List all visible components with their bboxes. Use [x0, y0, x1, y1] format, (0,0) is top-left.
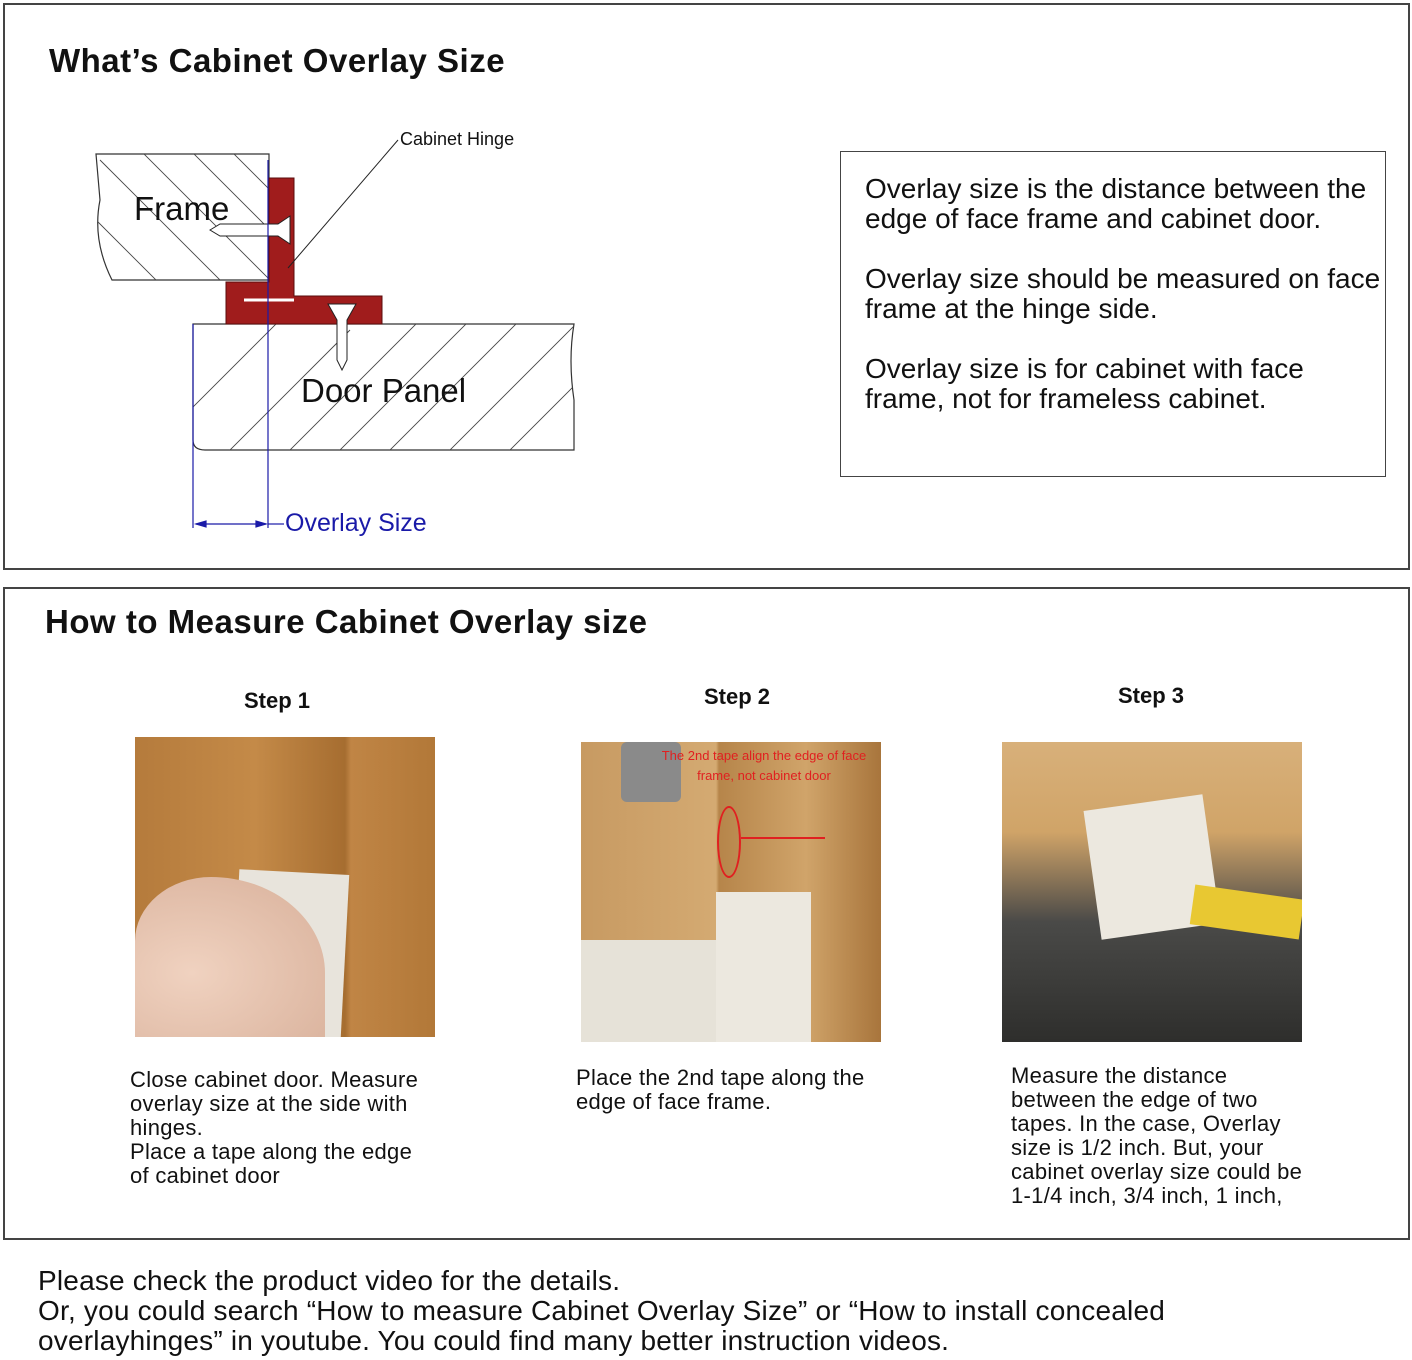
caption-line: cabinet overlay size could be [1011, 1159, 1303, 1184]
caption-line: tapes. In the case, Overlay [1011, 1111, 1281, 1136]
step3-caption [1011, 1064, 1302, 1208]
step3-photo [1002, 742, 1302, 1042]
caption-line: overlay size at the side with [130, 1091, 408, 1116]
note-1: Overlay size is the distance between the edge of face frame and cabinet door. [865, 173, 1367, 234]
section1-title: What’s Cabinet Overlay Size [49, 42, 506, 79]
caption-line: Close cabinet door. Measure [130, 1067, 419, 1092]
footer-note [38, 1266, 1165, 1356]
footer-line: Please check the product video for the details. [38, 1265, 621, 1296]
step3-label: Step 3 [1118, 683, 1185, 708]
caption-line: Place a tape along the edge [130, 1139, 413, 1164]
label-frame: Frame [134, 190, 230, 227]
note-3: Overlay size is for cabinet with face frame, not for frameless cabinet. [865, 353, 1304, 414]
step1-label: Step 1 [244, 688, 311, 713]
step2-photo [581, 742, 881, 1042]
caption-line: size is 1/2 inch. But, your [1011, 1135, 1264, 1160]
note-2: Overlay size should be measured on face frame at the hinge side. [865, 263, 1381, 324]
caption-line: of cabinet door [130, 1163, 281, 1188]
label-cabinet-hinge: Cabinet Hinge [400, 129, 515, 149]
caption-line: Measure the distance [1011, 1063, 1228, 1088]
step1-photo [135, 737, 435, 1037]
overlay-diagram [0, 0, 620, 560]
caption-line: 1-1/4 inch, 3/4 inch, 1 inch, [1011, 1183, 1283, 1208]
caption-line: between the edge of two [1011, 1087, 1258, 1112]
step2-label: Step 2 [704, 684, 771, 709]
caption-line: Place the 2nd tape along the [576, 1065, 865, 1090]
label-door-panel: Door Panel [301, 372, 467, 409]
step1-caption [130, 1068, 418, 1188]
label-overlay-size: Overlay Size [285, 509, 427, 537]
caption-line: hinges. [130, 1115, 204, 1140]
footer-line: Or, you could search “How to measure Cabinet Overlay Size” or “How to install concealed [38, 1295, 1165, 1326]
caption-line: edge of face frame. [576, 1089, 772, 1114]
definition-notes-box [840, 151, 1386, 477]
step2-photo-annotation: The 2nd tape align the edge of face frame, not cabinet door [661, 748, 867, 783]
step2-caption [576, 1066, 865, 1114]
section2-title: How to Measure Cabinet Overlay size [45, 603, 648, 640]
footer-line: overlayhinges” in youtube. You could find many better instruction videos. [38, 1325, 950, 1356]
